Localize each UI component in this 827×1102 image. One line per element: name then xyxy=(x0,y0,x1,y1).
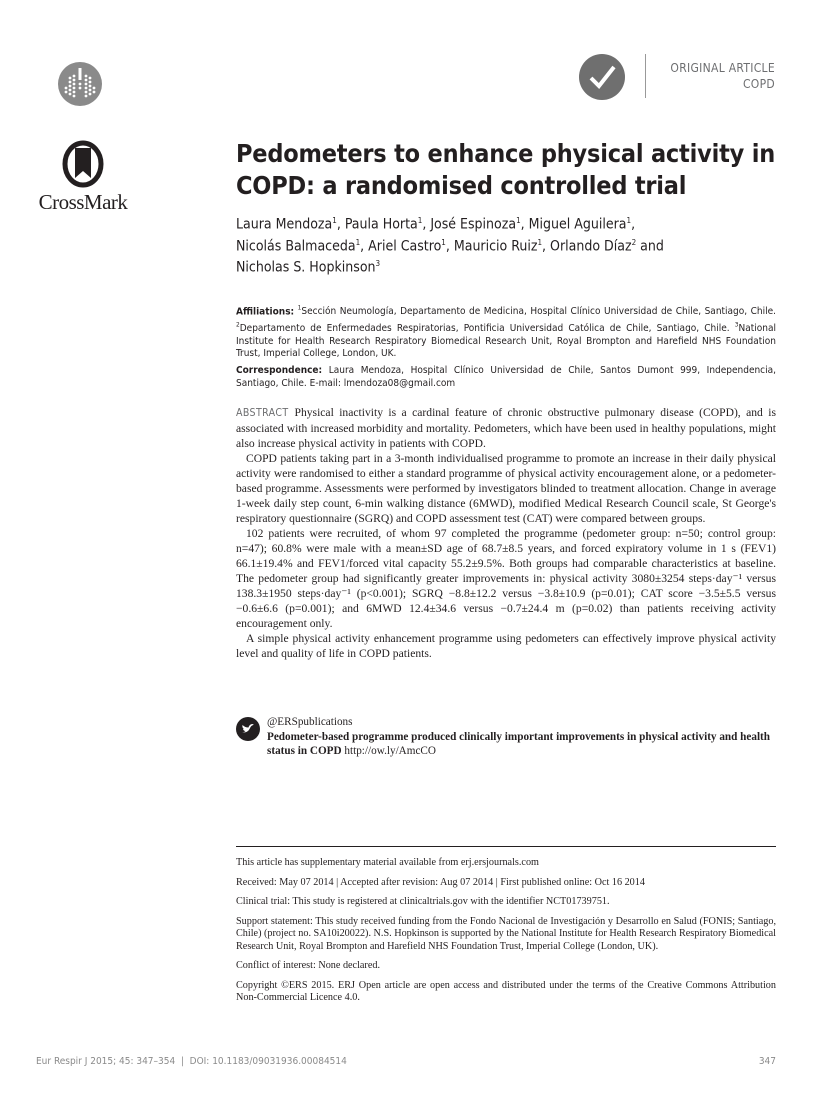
crossmark-label: CrossMark xyxy=(38,190,128,214)
tweet-link[interactable]: http://ow.ly/AmcCO xyxy=(344,745,436,757)
ers-lungs-logo-icon xyxy=(58,62,102,106)
author-affiliation-mark: 1 xyxy=(332,216,337,225)
abstract-paragraph: COPD patients taking part in a 3-month individualised programme to promote an increase in their daily physical activity were randomised to either a standard programme of physical activity encouragement alone, or a pedometer-based programme. Assessments were performed by investigators blinded to treatment allocation. Change in average 1-week daily step count, 6-min walking distance (6MWD), modified Medical Research Council scale, St George's respiratory questionnaire (SGRQ) and COPD assessment test (CAT) were compared between groups. xyxy=(236,452,776,525)
conflict-note: Conflict of interest: None declared. xyxy=(236,960,380,971)
twitter-bird-icon xyxy=(236,717,260,741)
author-separator: and xyxy=(636,238,668,255)
supplementary-note: This article has supplementary material available from erj.ersjournals.com xyxy=(236,857,539,868)
author-separator: , xyxy=(336,216,345,233)
abstract-paragraph: 102 patients were recruited, of whom 97 completed the programme (pedometer group: n=50; control group: n=47); 60.8% were male with a mean±SD age of 68.7±8.5 years, and forced expiratory volume in 1 s (FEV1) 66.1±19.4% and FEV1/forced vital capacity 55.2±9.5%. Both groups had comparable characteristics at baseline. The pedometer group had significantly greater improvements in: physical activity 3080±3254 steps·day⁻¹ versus 138.3±1950 steps·day⁻¹ (p<0.001); SGRQ −8.8±12.2 versus −3.8±10.9 (p=0.01); CAT score −3.5±5.5 versus −0.6±6.6 (p=0.001); and 6MWD 12.4±34.6 versus −0.7±24.4 m (p=0.02) than patients receiving activity encouragement only. xyxy=(236,527,776,630)
open-access-check-icon xyxy=(579,54,625,100)
affiliation-mark: 1 xyxy=(297,304,302,312)
affiliation-text: National Institute for Health Research Respiratory Biomedical Research Unit, Royal Brompton and Harefield NHS Foundation Trust, Imperial College, London, UK. xyxy=(236,323,776,360)
author-separator: , xyxy=(445,238,454,255)
citation: Eur Respir J 2015; 45: 347–354 | DOI: 10.1183/09031936.00084514 xyxy=(36,1056,347,1067)
author-name: José Espinoza xyxy=(430,216,517,233)
author-list xyxy=(236,212,776,277)
tweet-handle[interactable]: @ERSpublications xyxy=(267,716,353,728)
correspondence-label: Correspondence: xyxy=(236,365,323,376)
affiliations-label: Affiliations: xyxy=(236,306,295,318)
article-title: Pedometers to enhance physical activity in COPD: a randomised controlled trial xyxy=(236,139,776,200)
author-affiliation-mark: 1 xyxy=(417,216,423,225)
abstract xyxy=(236,405,776,661)
article-type-label: ORIGINAL ARTICLE xyxy=(670,61,775,75)
article-type xyxy=(670,60,775,92)
author-separator: , xyxy=(542,238,551,255)
affiliations xyxy=(236,302,776,361)
abstract-text: Physical inactivity is a cardinal feature of chronic obstructive pulmonary disease (COPD), and is associated with increased morbidity and mortality. Pedometers, which have been used in healthy populations, might also increase physical activity in patients with COPD. xyxy=(236,406,776,450)
page-number: 347 xyxy=(758,1056,776,1067)
correspondence xyxy=(236,365,776,390)
clinical-trial-note: Clinical trial: This study is registered at clinicaltrials.gov with the identifier NCT01739751. xyxy=(236,896,610,907)
author-name: Ariel Castro xyxy=(368,238,442,255)
author-name: Nicolás Balmaceda xyxy=(236,238,356,255)
support-statement: Support statement: This study received funding from the Fondo Nacional de Investigación y Desarrollo en Salud (FONIS; Santiago, Chile) (project no. SA10i20022). N.S. Hopkinson is supported by the National Institute for Health Research Respiratory Biomedical Research Unit, Royal Brompton and Harefield NHS Foundation Trust, Imperial College (London, UK). xyxy=(236,915,776,952)
author-affiliation-mark: 1 xyxy=(516,216,521,225)
abstract-paragraph xyxy=(236,405,776,451)
author-affiliation-mark: 1 xyxy=(441,237,446,247)
header-divider xyxy=(645,54,646,98)
author-affiliation-mark: 1 xyxy=(537,237,543,247)
crossmark-icon xyxy=(61,140,105,190)
footnote-divider xyxy=(236,846,776,847)
author-name: Laura Mendoza xyxy=(236,216,333,233)
crossmark-badge[interactable] xyxy=(28,140,138,215)
tweet-text: Pedometer-based programme produced clinically important improvements in physical activity and health status in COPD xyxy=(267,730,770,757)
author-name: Paula Horta xyxy=(344,216,418,233)
abstract-label: ABSTRACT xyxy=(236,407,289,419)
author-affiliation-mark: 1 xyxy=(626,216,632,225)
author-name: Mauricio Ruiz xyxy=(453,238,538,255)
author-name: Miguel Aguilera xyxy=(528,216,627,233)
author-name: Nicholas S. Hopkinson xyxy=(236,259,376,276)
article-notes xyxy=(236,857,776,1012)
correspondence-text: Laura Mendoza, Hospital Clínico Universidad de Chile, Santos Dumont 999, Independencia, Santiago, Chile. E-mail: lmendoza08@gmail.com xyxy=(236,365,777,389)
page-footer xyxy=(36,1056,776,1067)
author-name: Orlando Díaz xyxy=(550,238,632,255)
author-separator: , xyxy=(360,238,369,255)
copyright-note: Copyright ©ERS 2015. ERJ Open article are open access and distributed under the terms of the Creative Commons Attribution Non-Commercial Licence 4.0. xyxy=(236,979,776,1003)
affiliation-text: Sección Neumología, Departamento de Medicina, Hospital Clínico Universidad de Chile, Santiago, Chile. xyxy=(301,306,777,318)
article-topic-label: COPD xyxy=(742,77,775,91)
dates-note: Received: May 07 2014 | Accepted after revision: Aug 07 2014 | First published online: Oct 16 2014 xyxy=(236,876,645,888)
affiliation-mark: 3 xyxy=(734,320,739,329)
author-separator: , xyxy=(422,216,431,233)
author-affiliation-mark: 2 xyxy=(631,237,637,247)
author-separator: , xyxy=(631,216,640,233)
abstract-paragraph: A simple physical activity enhancement programme using pedometers can effectively improve physical activity level and quality of life in COPD patients. xyxy=(236,632,776,660)
author-affiliation-mark: 1 xyxy=(355,237,361,247)
author-separator: , xyxy=(520,216,529,233)
author-affiliation-mark: 3 xyxy=(375,259,381,269)
affiliation-text: Departamento de Enfermedades Respiratorias, Pontificia Universidad Católica de Chile, Santiago, Chile. xyxy=(239,323,735,335)
affiliation-mark: 2 xyxy=(236,320,240,329)
